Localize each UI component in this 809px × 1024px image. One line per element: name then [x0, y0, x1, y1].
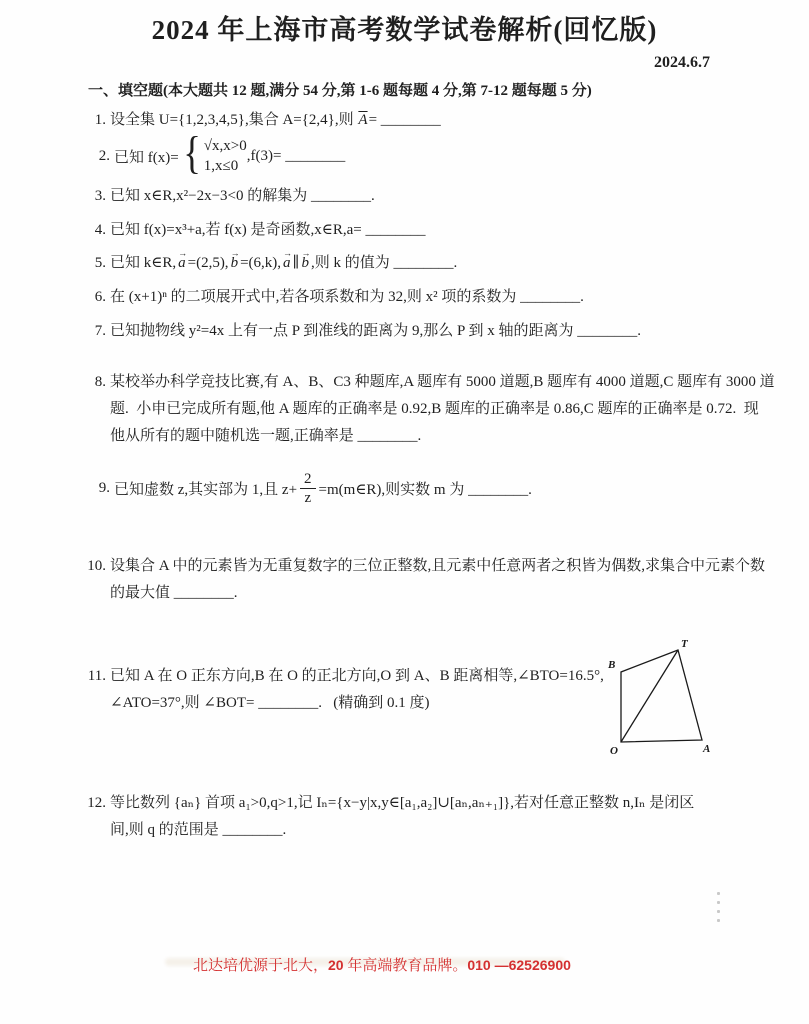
question-1-text-end: = ________ [368, 112, 441, 128]
question-7-text: 已知抛物线 y²=4x 上有一点 P 到准线的距离为 9,那么 P 到 x 轴的距离为 ________. [110, 323, 642, 339]
figure-label-A: A [703, 743, 711, 755]
question-3-number: 3. [94, 188, 106, 204]
question-4-number: 4. [94, 222, 106, 238]
question-6-text: 在 (x+1)ⁿ 的二项展开式中,若各项系数和为 32,则 x² 项的系数为 ________. [110, 289, 584, 305]
vector-a-symbol: → a [283, 254, 291, 272]
exam-date: 2024.6.7 [654, 54, 710, 71]
question-8 [86, 369, 775, 450]
question-5 [86, 254, 457, 272]
question-1-text: 设全集 U={1,2,3,4,5},集合 A={2,4},则 [110, 112, 358, 128]
footer-brand-line [178, 937, 571, 992]
question-5-text: =(6,k), [240, 255, 282, 271]
footer-brand-text: 北达培优源于北大， [193, 958, 329, 974]
question-9 [86, 470, 532, 507]
question-9-number: 9. [98, 480, 110, 496]
cases-brace: { [182, 127, 201, 178]
fraction-2-over-z [300, 470, 316, 507]
question-12-number: 12. [87, 795, 106, 811]
question-1-number: 1. [94, 112, 106, 128]
page-title: 2024 年上海市高考数学试卷解析(回忆版) [151, 15, 658, 45]
fraction-numerator: 2 [300, 470, 316, 489]
question-1 [86, 111, 441, 129]
question-2 [86, 127, 346, 179]
question-11-line-2: ∠ATO=37°,则 ∠BOT= ________. (精确到 0.1 度) [110, 695, 430, 711]
figure-label-T: T [681, 638, 688, 650]
question-4-text: 已知 f(x)=x³+a,若 f(x) 是奇函数,x∈R,a= ________ [110, 222, 426, 238]
question-9-text: 已知虚数 z,其实部为 1,且 z+ [114, 482, 298, 498]
vector-b-symbol: → b [231, 254, 239, 272]
question-8-line-2: 题. 小申已完成所有题,他 A 题库的正确率是 0.92,B 题库的正确率是 0.86,C 题库的正确率是 0.72. 现 [110, 401, 759, 417]
section-header: 一、填空题(本大题共 12 题,满分 54 分,第 1-6 题每题 4 分,第 7-12 题每题 5 分) [88, 83, 592, 99]
vector-b-symbol: → b [301, 254, 309, 272]
question-3-text: 已知 x∈R,x²−2x−3<0 的解集为 ________. [110, 188, 375, 204]
question-2-text: 已知 f(x)= [114, 149, 179, 166]
question-5-number: 5. [94, 255, 106, 271]
question-9-text-end: =m(m∈R),则实数 m 为 ________. [318, 482, 532, 498]
edge-artifact-marks [717, 892, 720, 922]
vector-a-symbol: → a [178, 254, 186, 272]
question-2-number: 2. [98, 147, 110, 164]
question-10 [86, 553, 765, 607]
figure-diagonal-OT [621, 650, 678, 742]
question-7 [86, 322, 641, 340]
figure-label-B: B [608, 659, 616, 671]
overline-A-symbol: $\overline{A}$ [358, 112, 368, 128]
question-8-number: 8. [94, 374, 106, 390]
question-5-text-end: ,则 k 的值为 ________. [310, 255, 458, 271]
footer-phone-number: 010 —62526900 [467, 957, 571, 973]
question-5-text: 已知 k∈R, [110, 255, 177, 271]
question-3 [86, 187, 375, 205]
question-4 [86, 221, 426, 239]
question-10-number: 10. [87, 558, 106, 574]
question-11-line-1: 已知 A 在 O 正东方向,B 在 O 的正北方向,O 到 A、B 距离相等,∠BTO=16.5°, [110, 668, 604, 684]
footer-years: 20 [328, 957, 344, 973]
question-10-line-2: 的最大值 ________. [110, 585, 238, 601]
question-12 [86, 790, 694, 844]
question-6 [86, 288, 584, 306]
question-11-figure [597, 636, 717, 758]
question-11-number: 11. [87, 668, 106, 684]
fraction-denominator: z [304, 490, 312, 506]
question-10-line-1: 设集合 A 中的元素皆为无重复数字的三位正整数,且元素中任意两者之积皆为偶数,求集合中元素个数 [110, 558, 766, 574]
question-8-line-3: 他从所有的题中随机选一题,正确率是 ________. [110, 428, 422, 444]
question-8-line-1: 某校举办科学竞技比赛,有 A、B、C3 种题库,A 题库有 5000 道题,B 题库有 4000 道题,C 题库有 3000 道 [110, 374, 775, 390]
question-12-line-1: 等比数列 {aₙ} 首项 a₁>0,q>1,记 Iₙ={x−y|x,y∈[a₁,a₂]∪[aₙ,aₙ₊₁]},若对任意正整数 n,Iₙ 是闭区 [110, 795, 695, 811]
question-2-text-end: ,f(3)= ________ [246, 147, 346, 164]
parallel-symbol: ∥ [292, 255, 300, 271]
figure-quadrilateral-OBTA [621, 650, 702, 742]
question-12-line-2: 间,则 q 的范围是 ________. [110, 822, 287, 838]
footer-brand-text-2: 年高端教育品牌。 [343, 958, 468, 974]
case-1: √x,x>0 [203, 138, 247, 154]
question-7-number: 7. [94, 323, 106, 339]
question-11 [86, 663, 615, 717]
case-2: 1,x≤0 [203, 158, 239, 174]
question-6-number: 6. [94, 289, 106, 305]
figure-label-O: O [610, 745, 618, 757]
question-5-text: =(2,5), [187, 255, 229, 271]
piecewise-cases [204, 136, 247, 176]
